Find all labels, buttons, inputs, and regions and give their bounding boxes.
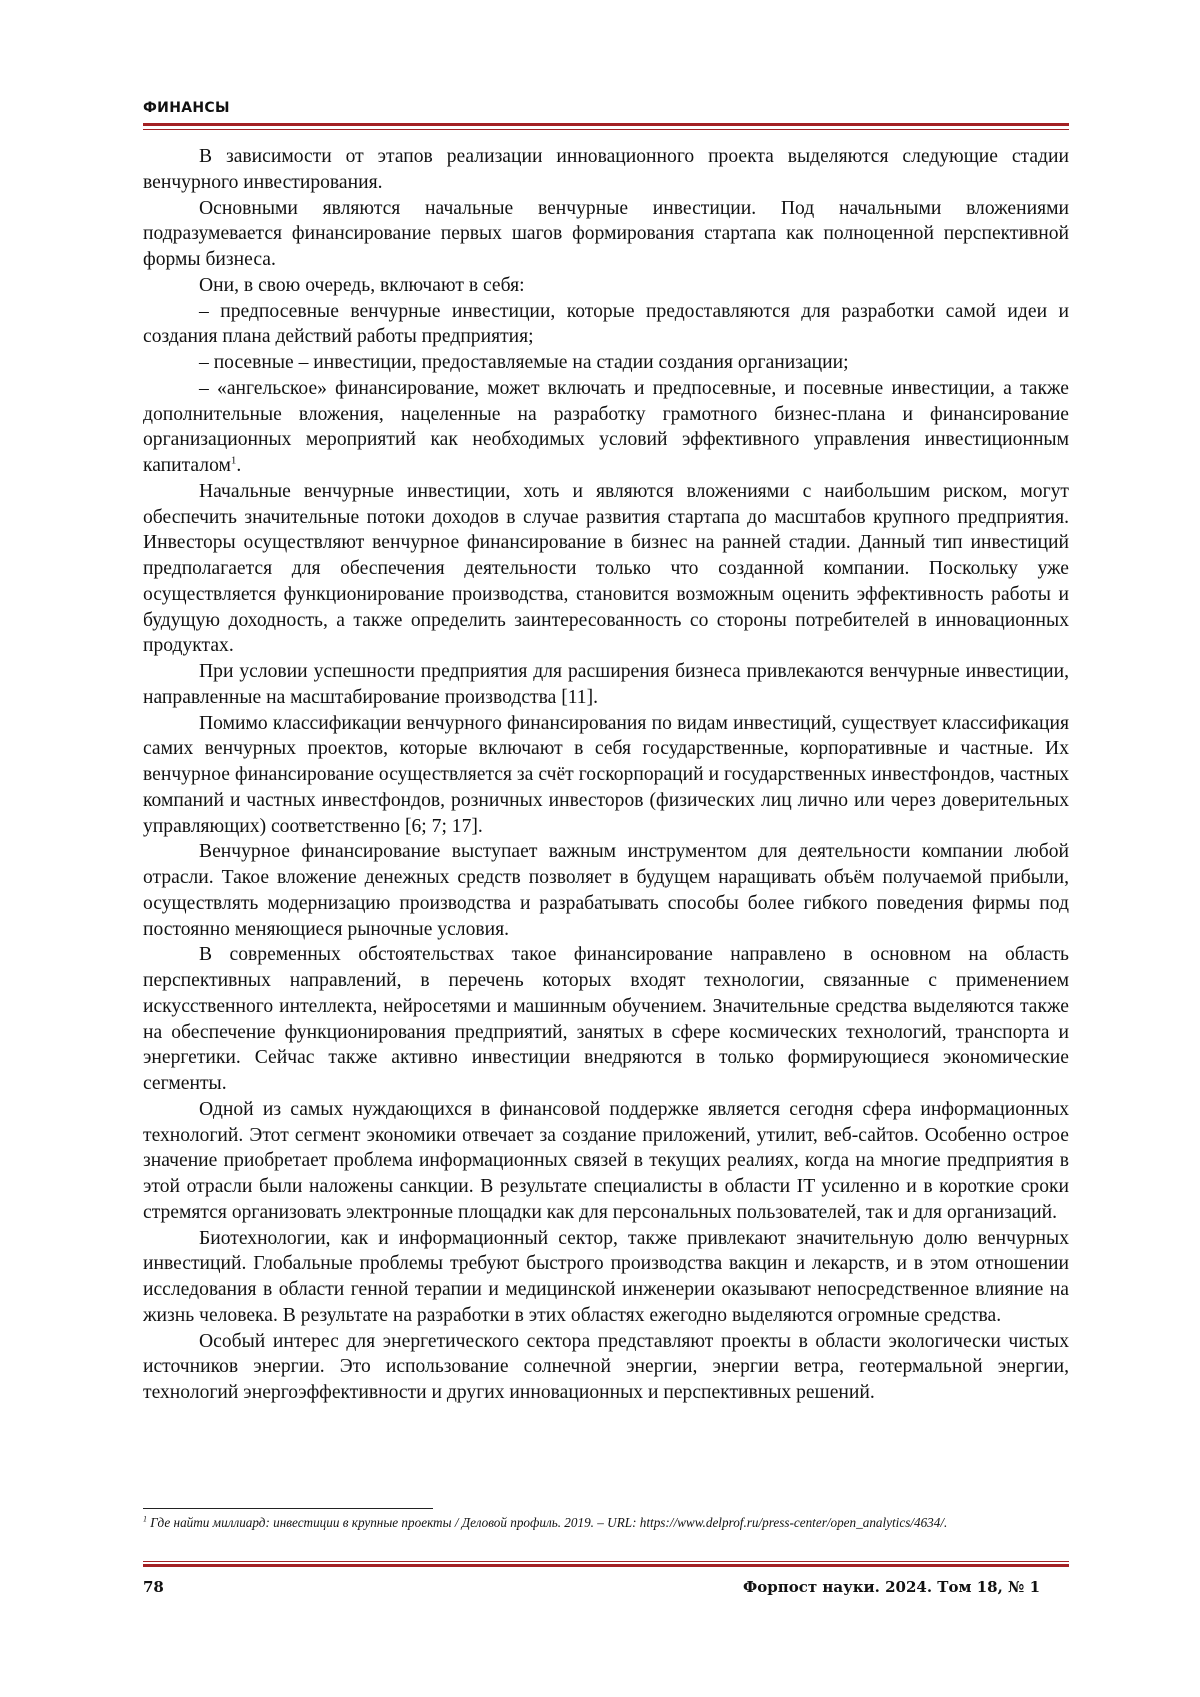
- paragraph: Биотехнологии, как и информационный сектор, также привлекают значительную долю венчурных инвестиций. Глобальные проблемы требуют быстрого производства вакцин и лекарств, и в этом отношении исследования в области генной терапии и медицинской инженерии оказывают непосредственное влияние на жизнь человека. В результате на разработки в этих областях ежегодно выделяются огромные средства.: [143, 1227, 1069, 1326]
- footnote-text: Где найти миллиард: инвестиции в крупные проекты / Деловой профиль. 2019. – URL: https://www.delprof.ru/press-center/open_analytics/4634/.: [150, 1515, 948, 1530]
- paragraph: Одной из самых нуждающихся в финансовой поддержке является сегодня сфера информационных технологий. Этот сегмент экономики отвечает за создание приложений, утилит, веб-сайтов. Особенно острое значение приобретает проблема информационных связей в текущих реалиях, когда на многие предприятия в этой отрасли были наложены санкции. В результате специалисты в области IT усиленно и в короткие сроки стремятся организовать электронные площадки как для персональных пользователей, так и для организаций.: [143, 1098, 1069, 1223]
- list-item: – посевные – инвестиции, предоставляемые на стадии создания организации;: [199, 352, 849, 373]
- paragraph: В современных обстоятельствах такое финансирование направлено в основном на область перспективных направлений, в перечень которых входят технологии, связанные с применением искусственного интеллекта, нейросетями и машинным обучением. Значительные средства выделяются также на обеспечение функционирования предприятий, занятых в сфере космических технологий, транспорта и энергетики. Сейчас также активно инвестиции внедряются в только формирующиеся экономические сегменты.: [143, 944, 1069, 1094]
- header-rule-thick: [143, 123, 1069, 126]
- list-item-tail: .: [236, 455, 242, 476]
- footer-rule-thick: [143, 1564, 1069, 1567]
- list-item: [143, 376, 1069, 479]
- paragraph: Основными являются начальные венчурные инвестиции. Под начальными вложениями подразумевается финансирование первых шагов формирования стартапа как полноценной перспективной формы бизнеса.: [143, 197, 1069, 270]
- footnote-reference[interactable]: 1: [230, 454, 237, 467]
- list-item-text: – «ангельское» финансирование, может включать и предпосевные, и посевные инвестиции, а также дополнительные вложения, нацеленные на разработку грамотного бизнес-плана и финансирование организационных мероприятий как необходимых условий эффективного управления инвестиционным капиталом: [143, 377, 1069, 476]
- footnote-number: 1: [143, 1514, 147, 1524]
- paragraph: Помимо классификации венчурного финансирования по видам инвестиций, существует классификация самих венчурных проектов, которые включают в себя государственные, корпоративные и частные. Их венчурное финансирование осуществляется за счёт госкорпораций и государственных инвестфондов, частных компаний и частных инвестфондов, розничных инвесторов (физических лиц лично или через доверительных управляющих) соответственно [6; 7; 17].: [143, 712, 1069, 837]
- footer-rule-thin: [143, 1561, 1069, 1562]
- paragraph: В зависимости от этапов реализации инновационного проекта выделяются следующие стадии венчурного инвестирования.: [143, 146, 1069, 193]
- footnote: [143, 1513, 1069, 1532]
- journal-citation: Форпост науки. 2024. Том 18, № 1: [743, 1578, 1040, 1596]
- section-running-head: ФИНАНСЫ: [143, 100, 230, 116]
- paragraph: При условии успешности предприятия для расширения бизнеса привлекаются венчурные инвестиции, направленные на масштабирование производства [11].: [143, 661, 1069, 708]
- paragraph: Венчурное финансирование выступает важным инструментом для деятельности компании любой отрасли. Такое вложение денежных средств позволяет в будущем наращивать объём получаемой прибыли, осуществлять модернизацию производства и разрабатывать способы более гибкого поведения фирмы под постоянно меняющиеся рыночные условия.: [143, 841, 1069, 940]
- paragraph: Они, в свою очередь, включают в себя:: [199, 274, 525, 296]
- footnote-separator: [143, 1508, 433, 1509]
- header-rule-thin: [143, 129, 1069, 130]
- article-body: [143, 144, 1069, 1406]
- paragraph: Начальные венчурные инвестиции, хоть и являются вложениями с наибольшим риском, могут обеспечить значительные потоки доходов в случае развития стартапа до масштабов крупного предприятия. Инвесторы осуществляют венчурное финансирование в бизнес на ранней стадии. Данный тип инвестиций предполагается для обеспечения деятельности только что созданной компании. Поскольку уже осуществляется функционирование производства, становится возможным оценить эффективность работы и будущую доходность, а также определить заинтересованность со стороны потребителей в инновационных продуктах.: [143, 480, 1069, 657]
- page-number: 78: [143, 1578, 164, 1596]
- paragraph: Особый интерес для энергетического сектора представляют проекты в области экологически чистых источников энергии. Это использование солнечной энергии, энергии ветра, геотермальной энергии, технологий энергоэффективности и других инновационных и перспективных решений.: [143, 1330, 1069, 1403]
- list-item: – предпосевные венчурные инвестиции, которые предоставляются для разработки самой идеи и создания плана действий работы предприятия;: [143, 300, 1069, 348]
